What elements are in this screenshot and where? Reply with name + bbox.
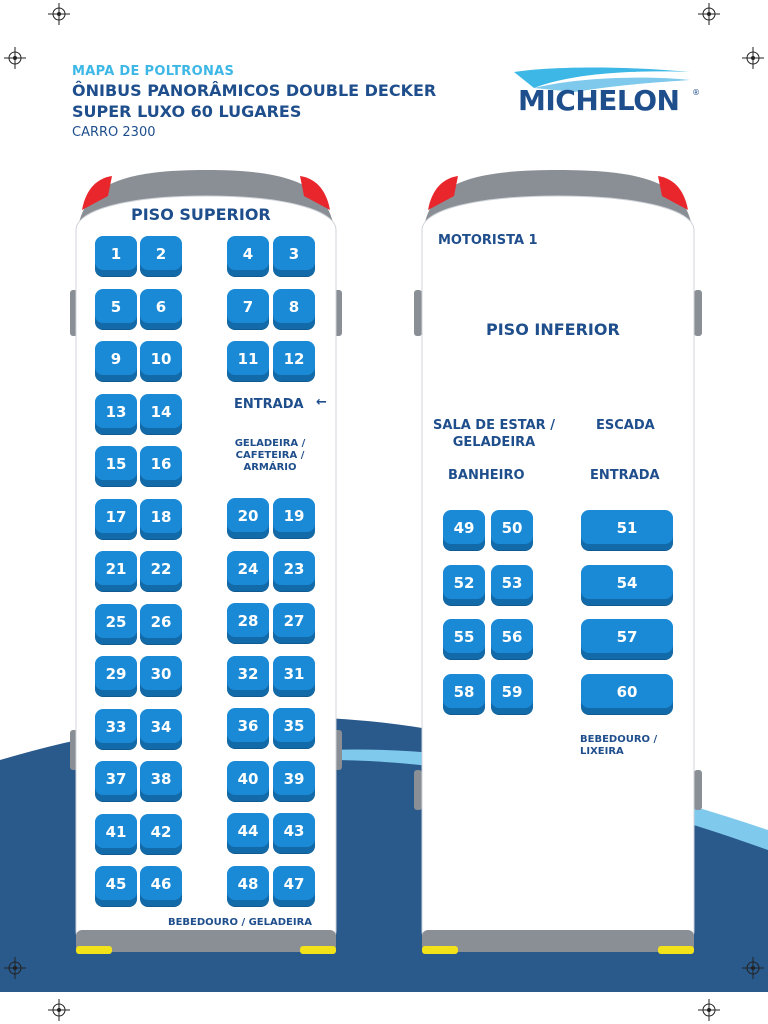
- seat-42[interactable]: 42: [140, 814, 182, 854]
- seat-27[interactable]: 27: [273, 603, 315, 643]
- seat-54[interactable]: 54: [581, 565, 673, 605]
- upper-storage-label: GELADEIRA / CAFETEIRA / ARMÁRIO: [234, 438, 306, 473]
- seat-31[interactable]: 31: [273, 656, 315, 696]
- upper-entrance-label: ENTRADA: [234, 397, 304, 412]
- seat-7[interactable]: 7: [227, 289, 269, 329]
- seat-48[interactable]: 48: [227, 866, 269, 906]
- seat-16[interactable]: 16: [140, 446, 182, 486]
- seat-57[interactable]: 57: [581, 619, 673, 659]
- seat-13[interactable]: 13: [95, 394, 137, 434]
- seat-44[interactable]: 44: [227, 813, 269, 853]
- seat-24[interactable]: 24: [227, 551, 269, 591]
- map-subtitle: MAPA DE POLTRONAS: [72, 64, 235, 79]
- seat-2[interactable]: 2: [140, 236, 182, 276]
- seat-15[interactable]: 15: [95, 446, 137, 486]
- seat-40[interactable]: 40: [227, 761, 269, 801]
- stairs-label: ESCADA: [596, 418, 655, 433]
- seat-50[interactable]: 50: [491, 510, 533, 550]
- seat-33[interactable]: 33: [95, 709, 137, 749]
- registration-mark-icon: [698, 999, 720, 1021]
- seat-8[interactable]: 8: [273, 289, 315, 329]
- seat-3[interactable]: 3: [273, 236, 315, 276]
- registration-mark-icon: [742, 47, 764, 69]
- upper-deck-title: PISO SUPERIOR: [131, 205, 271, 224]
- seat-55[interactable]: 55: [443, 619, 485, 659]
- seat-9[interactable]: 9: [95, 341, 137, 381]
- seat-39[interactable]: 39: [273, 761, 315, 801]
- seat-32[interactable]: 32: [227, 656, 269, 696]
- seat-14[interactable]: 14: [140, 394, 182, 434]
- seat-5[interactable]: 5: [95, 289, 137, 329]
- michelon-logo: [514, 66, 699, 122]
- seat-10[interactable]: 10: [140, 341, 182, 381]
- seat-12[interactable]: 12: [273, 341, 315, 381]
- lower-bottom-label: BEBEDOURO / LIXEIRA: [580, 734, 658, 757]
- seat-17[interactable]: 17: [95, 499, 137, 539]
- seat-49[interactable]: 49: [443, 510, 485, 550]
- seat-34[interactable]: 34: [140, 709, 182, 749]
- lounge-label: SALA DE ESTAR / GELADEIRA: [433, 418, 555, 450]
- lower-entrance-label: ENTRADA: [590, 468, 660, 483]
- seat-58[interactable]: 58: [443, 674, 485, 714]
- seat-52[interactable]: 52: [443, 565, 485, 605]
- registered-mark: ®: [692, 88, 700, 97]
- registration-mark-icon: [742, 957, 764, 979]
- seat-22[interactable]: 22: [140, 551, 182, 591]
- seat-35[interactable]: 35: [273, 708, 315, 748]
- seat-19[interactable]: 19: [273, 498, 315, 538]
- entrance-arrow-icon: ←: [316, 395, 327, 410]
- seat-51[interactable]: 51: [581, 510, 673, 550]
- registration-mark-icon: [48, 3, 70, 25]
- seat-20[interactable]: 20: [227, 498, 269, 538]
- seat-6[interactable]: 6: [140, 289, 182, 329]
- seat-18[interactable]: 18: [140, 499, 182, 539]
- seat-26[interactable]: 26: [140, 604, 182, 644]
- seat-36[interactable]: 36: [227, 708, 269, 748]
- seat-47[interactable]: 47: [273, 866, 315, 906]
- registration-mark-icon: [698, 3, 720, 25]
- seat-53[interactable]: 53: [491, 565, 533, 605]
- seat-60[interactable]: 60: [581, 674, 673, 714]
- seat-56[interactable]: 56: [491, 619, 533, 659]
- seat-28[interactable]: 28: [227, 603, 269, 643]
- bathroom-label: BANHEIRO: [448, 468, 525, 483]
- seat-46[interactable]: 46: [140, 866, 182, 906]
- registration-mark-icon: [4, 47, 26, 69]
- upper-bottom-label: BEBEDOURO / GELADEIRA: [167, 917, 313, 928]
- logo-text: MICHELON: [518, 84, 680, 117]
- seat-29[interactable]: 29: [95, 656, 137, 696]
- seat-23[interactable]: 23: [273, 551, 315, 591]
- seat-21[interactable]: 21: [95, 551, 137, 591]
- page-title: ÔNIBUS PANORÂMICOS DOUBLE DECKER SUPER LUXO 60 LUGARES: [72, 81, 437, 121]
- seat-30[interactable]: 30: [140, 656, 182, 696]
- seat-41[interactable]: 41: [95, 814, 137, 854]
- seat-45[interactable]: 45: [95, 866, 137, 906]
- seat-37[interactable]: 37: [95, 761, 137, 801]
- seat-38[interactable]: 38: [140, 761, 182, 801]
- seat-43[interactable]: 43: [273, 813, 315, 853]
- seat-11[interactable]: 11: [227, 341, 269, 381]
- seat-4[interactable]: 4: [227, 236, 269, 276]
- lower-deck-title: PISO INFERIOR: [486, 320, 620, 339]
- registration-mark-icon: [48, 999, 70, 1021]
- seat-25[interactable]: 25: [95, 604, 137, 644]
- registration-mark-icon: [4, 957, 26, 979]
- seat-59[interactable]: 59: [491, 674, 533, 714]
- car-number: CARRO 2300: [72, 125, 156, 140]
- driver-label: MOTORISTA 1: [438, 233, 538, 248]
- seat-1[interactable]: 1: [95, 236, 137, 276]
